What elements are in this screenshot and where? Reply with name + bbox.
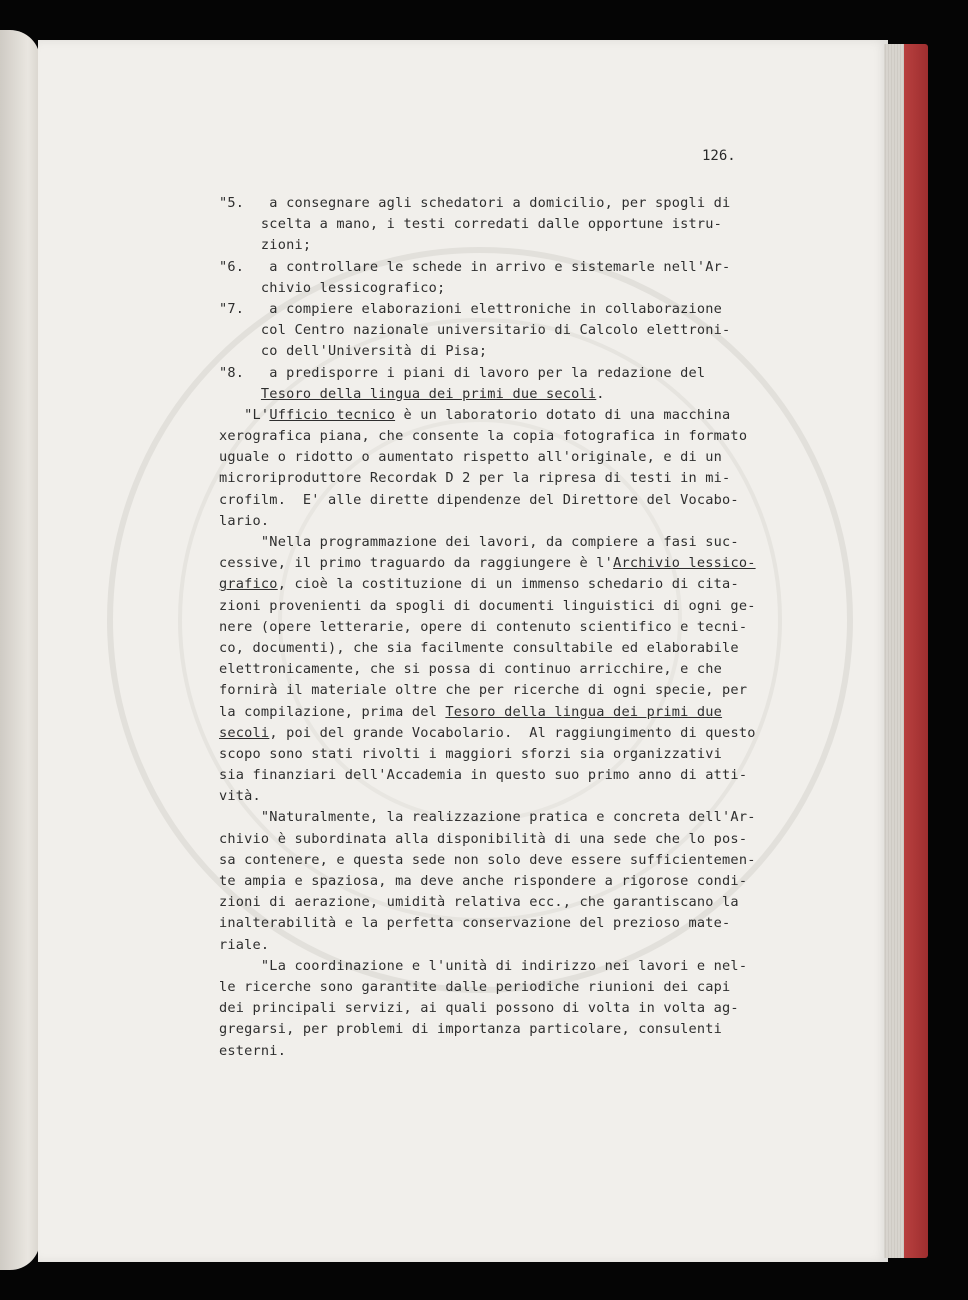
text-segment: "6. a controllare le schede in arrivo e sistemarle nell'Ar-: [219, 258, 731, 275]
text-segment: cessive, il primo traguardo da raggiungere è l': [219, 555, 614, 572]
facing-page-edge: [0, 30, 40, 1270]
text-segment: chivio è subordinata alla disponibilità di una sede che lo pos-: [219, 830, 748, 847]
text-segment: è un laboratorio dotato di una macchina: [395, 406, 731, 423]
text-line: [219, 977, 789, 998]
text-segment: inalterabilità e la perfetta conservazione del prezioso mate-: [219, 915, 731, 932]
text-segment: "5. a consegnare agli schedatori a domicilio, per spogli di: [219, 195, 731, 211]
text-line: [219, 935, 789, 956]
page-number: 126.: [702, 148, 736, 164]
text-segment: xerografica piana, che consente la copia fotografica in formato: [219, 428, 748, 445]
text-segment: co, documenti), che sia facilmente consultabile ed elaborabile: [219, 639, 739, 656]
underlined-title: Ufficio tecnico: [269, 406, 396, 423]
text-segment: le ricerche sono garantite dalle periodiche riunioni dei capi: [219, 978, 731, 995]
text-line: [219, 299, 789, 320]
text-line: [219, 892, 789, 913]
text-line: [219, 702, 789, 723]
text-line: [219, 214, 789, 235]
text-line: [219, 468, 789, 489]
text-segment: scopo sono stati rivolti i maggiori sforzi sia organizzativi: [219, 745, 723, 762]
text-segment: elettronicamente, che si possa di continuo arricchire, e che: [219, 661, 723, 678]
text-segment: "Naturalmente, la realizzazione pratica e concreta dell'Ar-: [219, 809, 756, 826]
text-line: [219, 363, 789, 384]
text-segment: fornirà il materiale oltre che per ricerche di ogni specie, per: [219, 682, 748, 699]
underlined-title: secoli: [219, 724, 270, 741]
text-line: [219, 659, 789, 680]
text-segment: sa contenere, e questa sede non solo deve essere sufficientemen-: [219, 851, 756, 868]
text-line: [219, 871, 789, 892]
text-line: [219, 723, 789, 744]
text-line: [219, 278, 789, 299]
text-line: [219, 829, 789, 850]
text-line: [219, 1041, 789, 1062]
page-edges: [884, 44, 906, 1258]
text-line: [219, 596, 789, 617]
underlined-title: grafico: [219, 576, 278, 593]
text-line: [219, 617, 789, 638]
text-segment: [219, 386, 261, 402]
text-line: [219, 193, 789, 214]
book-cover-edge: [904, 44, 928, 1258]
document-body: [219, 193, 789, 1062]
text-line: [219, 574, 789, 595]
text-line: [219, 744, 789, 765]
text-line: [219, 320, 789, 341]
text-segment: te ampia e spaziosa, ma deve anche rispondere a rigorose condi-: [219, 873, 748, 889]
text-line: [219, 680, 789, 701]
text-line: [219, 765, 789, 786]
text-line: [219, 998, 789, 1019]
text-line: [219, 257, 789, 278]
text-segment: "Nella programmazione dei lavori, da compiere a fasi suc-: [219, 534, 739, 550]
text-line: [219, 850, 789, 871]
text-segment: esterni.: [219, 1042, 287, 1059]
text-line: [219, 956, 789, 977]
text-segment: scelta a mano, i testi corredati dalle opportune istru-: [219, 216, 723, 233]
text-segment: sia finanziari dell'Accademia in questo suo primo anno di atti-: [219, 767, 748, 784]
text-segment: "7. a compiere elaborazioni elettroniche in collaborazione: [219, 300, 723, 317]
text-segment: zioni di aerazione, umidità relativa ecc., che garantiscano la: [219, 894, 739, 911]
text-segment: la compilazione, prima del: [219, 703, 446, 720]
underlined-title: Archivio lessico-: [613, 555, 756, 572]
text-line: [219, 235, 789, 256]
text-line: [219, 405, 789, 426]
text-line: [219, 490, 789, 511]
text-line: [219, 447, 789, 468]
text-line: [219, 1019, 789, 1040]
text-segment: , cioè la costituzione di un immenso schedario di cita-: [277, 576, 739, 593]
text-segment: zioni;: [219, 237, 312, 254]
text-line: [219, 532, 789, 553]
text-line: [219, 638, 789, 659]
text-segment: zioni provenienti da spogli di documenti linguistici di ogni ge-: [219, 597, 756, 614]
text-segment: crofilm. E' alle dirette dipendenze del Direttore del Vocabo-: [219, 491, 739, 508]
text-segment: "L': [219, 406, 270, 423]
text-segment: riale.: [219, 936, 270, 953]
underlined-title: Tesoro della lingua dei primi due: [445, 703, 723, 720]
text-segment: nere (opere letterarie, opere di contenuto scientifico e tecni-: [219, 618, 748, 635]
text-segment: dei principali servizi, ai quali possono di volta in volta ag-: [219, 1000, 739, 1017]
text-segment: chivio lessicografico;: [219, 279, 446, 296]
text-line: [219, 511, 789, 532]
text-segment: gregarsi, per problemi di importanza particolare, consulenti: [219, 1021, 723, 1038]
text-line: [219, 807, 789, 828]
text-segment: , poi del grande Vocabolario. Al raggiungimento di questo: [269, 724, 756, 741]
text-line: [219, 341, 789, 362]
text-segment: microriproduttore Recordak D 2 per la ripresa di testi in mi-: [219, 470, 731, 487]
text-line: [219, 913, 789, 934]
underlined-title: Tesoro della lingua dei primi due secoli: [260, 385, 597, 402]
text-segment: uguale o ridotto o aumentato rispetto all'originale, e di un: [219, 449, 723, 466]
text-segment: co dell'Università di Pisa;: [219, 343, 488, 360]
text-segment: .: [596, 385, 605, 402]
text-segment: lario.: [219, 512, 270, 529]
text-line: [219, 426, 789, 447]
text-segment: col Centro nazionale universitario di Calcolo elettroni-: [219, 322, 731, 339]
text-line: [219, 553, 789, 574]
text-line: [219, 384, 789, 405]
text-segment: "La coordinazione e l'unità di indirizzo nei lavori e nel-: [219, 957, 748, 974]
text-line: [219, 786, 789, 807]
text-segment: vità.: [219, 788, 261, 805]
text-segment: "8. a predisporre i piani di lavoro per la redazione del: [219, 364, 706, 381]
